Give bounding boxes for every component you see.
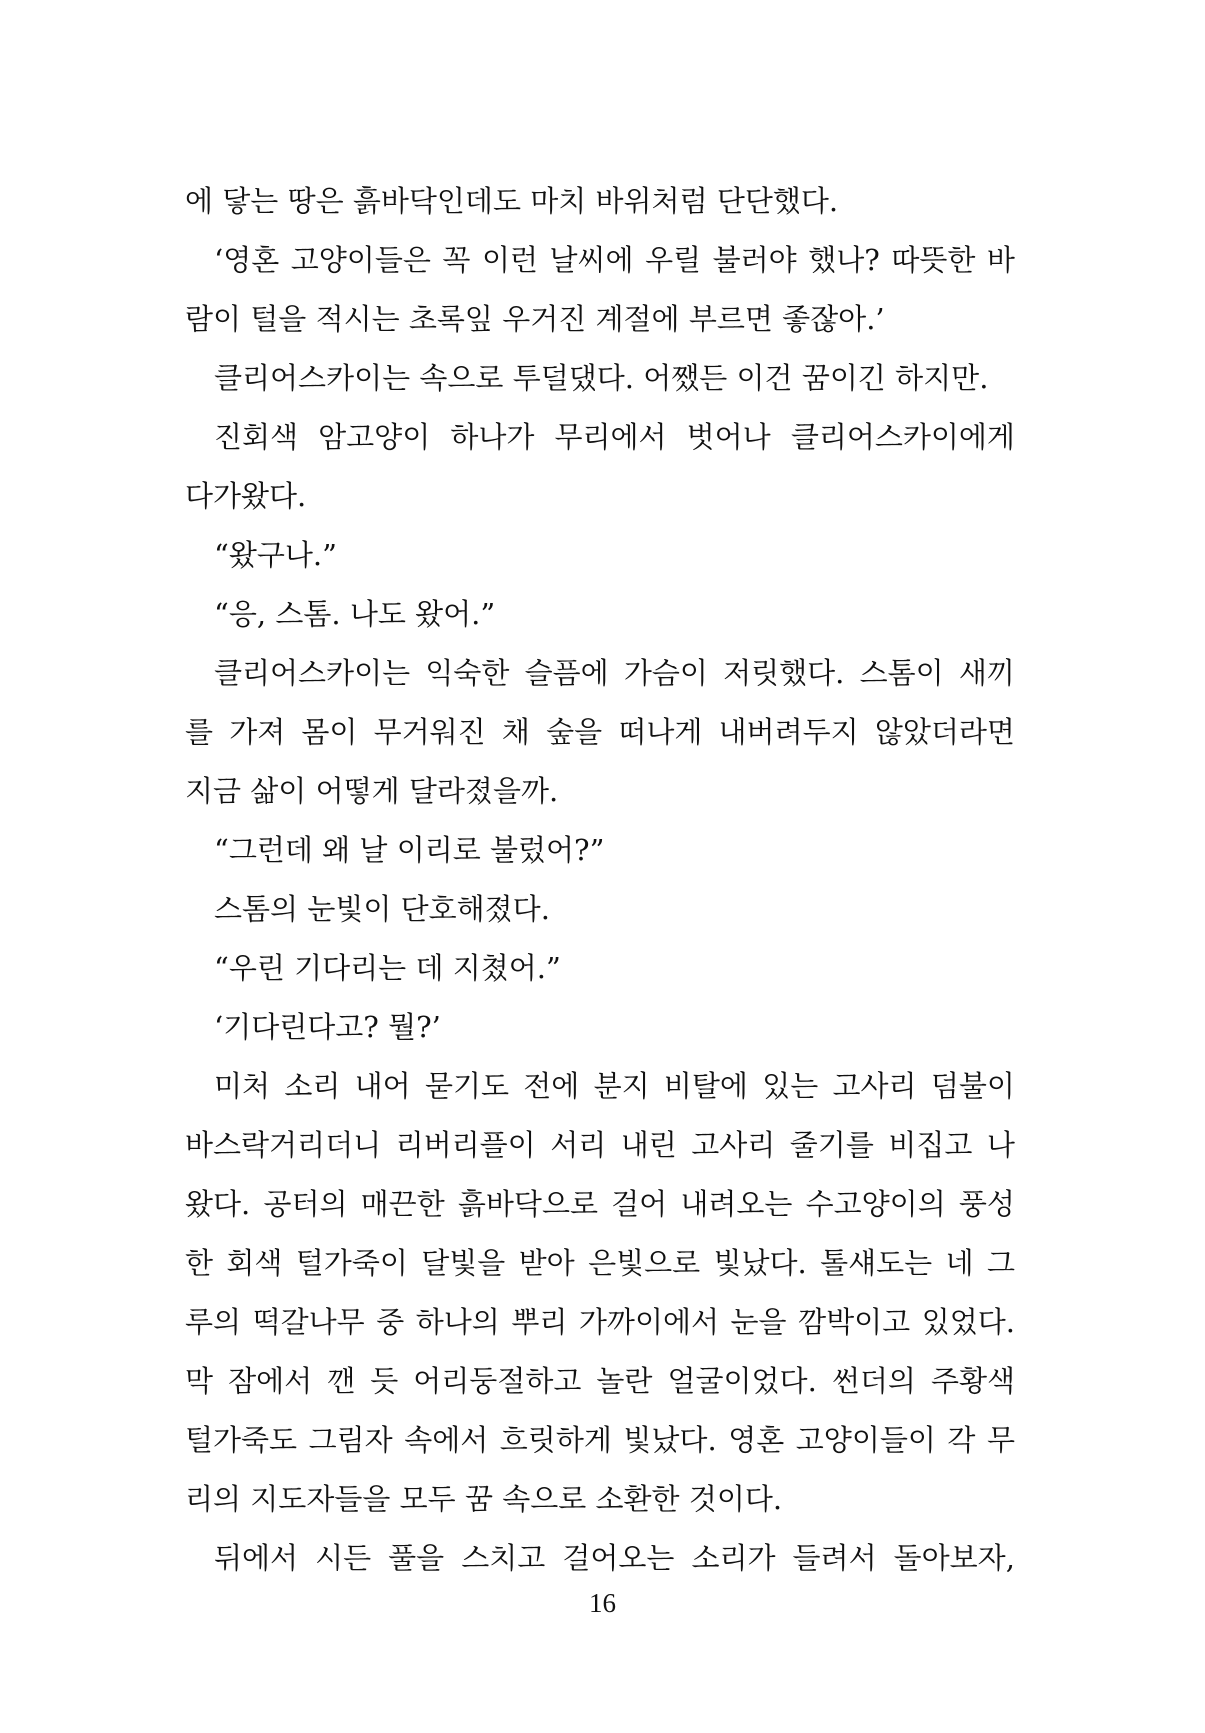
word: 왜	[322, 833, 351, 867]
word: 달라졌을까.	[408, 774, 559, 808]
word: 람이	[185, 302, 242, 336]
word: 하나가	[450, 420, 535, 454]
word: 소리가	[691, 1541, 776, 1575]
word: 소리	[284, 1069, 341, 1103]
word: 모두	[399, 1482, 456, 1516]
word: 에	[185, 184, 214, 218]
word: 를	[185, 715, 214, 749]
word: 가까이에서	[578, 1305, 719, 1339]
word: 은빛으로	[588, 1246, 701, 1280]
word: 가져	[229, 715, 286, 749]
word: 익숙한	[425, 656, 510, 690]
text-line	[185, 821, 1015, 880]
word: 고사리	[691, 1128, 776, 1162]
word: 주황색	[930, 1364, 1015, 1398]
text-line	[185, 1057, 1015, 1116]
word: 슬픔에	[524, 656, 609, 690]
word: 않았더라면	[874, 715, 1015, 749]
word: 뒤에서	[214, 1541, 299, 1575]
text-line	[185, 1116, 1015, 1175]
word: 빛났다.	[623, 1423, 717, 1457]
text-line	[185, 290, 1015, 349]
word: 고사리	[832, 1069, 917, 1103]
word: 무거워진	[373, 715, 486, 749]
word: 눈을	[730, 1305, 787, 1339]
word: 속에서	[404, 1423, 489, 1457]
text-line	[185, 231, 1015, 290]
word: 벗어나	[686, 420, 771, 454]
word: 무리에서	[554, 420, 667, 454]
text-line	[185, 349, 1015, 408]
word: 내버려두지	[718, 715, 859, 749]
word: 미처	[214, 1069, 271, 1103]
text-line	[185, 703, 1015, 762]
word: 바위처럼	[595, 184, 708, 218]
word: 그림자	[308, 1423, 393, 1457]
word: 왔다.	[185, 1187, 251, 1221]
word: 하나의	[415, 1305, 500, 1339]
word: 한	[185, 1246, 214, 1280]
text-line	[185, 408, 1015, 467]
text-line	[185, 526, 1015, 585]
text-line	[185, 1529, 1015, 1588]
word: 진회색	[214, 420, 299, 454]
word: 클리어스카이는	[214, 656, 411, 690]
word: 스톰의	[214, 892, 299, 926]
word: 초록잎	[408, 302, 493, 336]
word: 분지	[593, 1069, 650, 1103]
word: 지쳤어.”	[452, 951, 561, 985]
text-line	[185, 1234, 1015, 1293]
word: 불러야	[712, 243, 797, 277]
word: 고양이들이	[795, 1423, 936, 1457]
word: ‘기다린다고?	[214, 1010, 379, 1044]
word: 어쨌든	[643, 361, 728, 395]
word: 매끈한	[360, 1187, 445, 1221]
text-line	[185, 172, 1015, 231]
word: 어떻게	[315, 774, 400, 808]
word: “응,	[214, 597, 267, 631]
word: 속으로	[502, 1482, 587, 1516]
word: 빛났다.	[713, 1246, 807, 1280]
text-line	[185, 1470, 1015, 1529]
text-line	[185, 467, 1015, 526]
word: 스톰.	[275, 597, 341, 631]
word: 꿈이긴	[801, 361, 886, 395]
word: 우거진	[502, 302, 587, 336]
word: 단호해졌다.	[400, 892, 550, 926]
text-line	[185, 998, 1015, 1057]
word: 것이다.	[688, 1482, 783, 1516]
word: 떠나게	[618, 715, 703, 749]
word: 리버리플이	[395, 1128, 536, 1162]
word: 전에	[523, 1069, 580, 1103]
text-line	[185, 762, 1015, 821]
text-line	[185, 1293, 1015, 1352]
word: 단단했다.	[716, 184, 839, 218]
word: 투덜댔다.	[512, 361, 634, 395]
word: 내려오는	[680, 1187, 793, 1221]
word: 그	[986, 1246, 1015, 1280]
word: 떡갈나무	[252, 1305, 365, 1339]
word: 중	[376, 1305, 405, 1339]
word: 있는	[762, 1069, 819, 1103]
word: 뭘?’	[388, 1010, 441, 1044]
text-line	[185, 880, 1015, 939]
word: 지도자들을	[250, 1482, 391, 1516]
word: 하지만.	[895, 361, 989, 395]
word: 비집고	[888, 1128, 973, 1162]
word: 톨섀도는	[820, 1246, 933, 1280]
word: 서리	[550, 1128, 607, 1162]
word: 네	[945, 1246, 974, 1280]
word: “그런데	[214, 833, 313, 867]
word: 내어	[354, 1069, 411, 1103]
word: 걸어오는	[562, 1541, 675, 1575]
word: 돌아보자,	[893, 1541, 1015, 1575]
word: 뿌리	[511, 1305, 568, 1339]
word: 무	[986, 1423, 1015, 1457]
word: 털가죽이	[295, 1246, 408, 1280]
word: 좋잖아.’	[782, 302, 885, 336]
page-number: 16	[589, 1588, 616, 1618]
word: ‘영혼	[214, 243, 280, 277]
word: 들려서	[792, 1541, 877, 1575]
word: 불렀어?”	[490, 833, 605, 867]
word: 몸이	[301, 715, 358, 749]
word: 계절에	[595, 302, 680, 336]
word: 이건	[736, 361, 793, 395]
word: 내린	[620, 1128, 677, 1162]
word: 받아	[518, 1246, 575, 1280]
text-line	[185, 1411, 1015, 1470]
text-line	[185, 585, 1015, 644]
word: 마치	[530, 184, 587, 218]
word: 스톰이	[859, 656, 944, 690]
word: 바스락거리더니	[185, 1128, 382, 1162]
word: “왔구나.”	[214, 538, 337, 572]
word: 묻기도	[424, 1069, 509, 1103]
word: 닿는	[222, 184, 279, 218]
word: 영혼	[728, 1423, 785, 1457]
word: 따뜻한	[891, 243, 976, 277]
word: 루의	[185, 1305, 242, 1339]
word: 비탈에	[663, 1069, 748, 1103]
word: “우린	[214, 951, 285, 985]
word: 우릴	[645, 243, 702, 277]
word: 지금	[185, 774, 242, 808]
word: 얼굴이었다.	[667, 1364, 817, 1398]
word: 클리어스카이에게	[790, 420, 1015, 454]
word: 어리둥절하고	[413, 1364, 582, 1398]
word: 이리로	[396, 833, 481, 867]
word: 수고양이의	[805, 1187, 946, 1221]
word: 털가죽도	[185, 1423, 298, 1457]
word: 눈빛이	[307, 892, 392, 926]
word: 왔어.”	[415, 597, 496, 631]
word: 적시는	[315, 302, 400, 336]
word: 채	[501, 715, 530, 749]
word: 꿈	[464, 1482, 493, 1516]
text-line	[185, 1352, 1015, 1411]
text-line	[185, 1175, 1015, 1234]
text-line	[185, 939, 1015, 998]
word: 썬더의	[831, 1364, 916, 1398]
word: 달빛을	[421, 1246, 506, 1280]
text-line	[185, 644, 1015, 703]
word: 나도	[349, 597, 406, 631]
word: 줄기를	[789, 1128, 874, 1162]
word: 기다리는	[294, 951, 407, 985]
word: 데	[415, 951, 444, 985]
body-text	[185, 172, 1015, 1588]
word: 있었다.	[921, 1305, 1015, 1339]
word: 소환한	[595, 1482, 680, 1516]
word: 암고양이	[318, 420, 431, 454]
word: 놀란	[596, 1364, 653, 1398]
word: 날씨에	[549, 243, 634, 277]
word: 바	[986, 243, 1015, 277]
word: 삶이	[250, 774, 307, 808]
word: 듯	[370, 1364, 399, 1398]
word: 리의	[185, 1482, 242, 1516]
word: 풀을	[388, 1541, 445, 1575]
word: 부르면	[688, 302, 773, 336]
word: 가슴이	[623, 656, 708, 690]
word: 흙바닥으로	[457, 1187, 598, 1221]
word: 각	[947, 1423, 976, 1457]
word: 클리어스카이는	[214, 361, 411, 395]
word: 걸어	[611, 1187, 668, 1221]
word: 꼭	[442, 243, 471, 277]
word: 털을	[250, 302, 307, 336]
word: 땅은	[287, 184, 344, 218]
word: 막	[185, 1364, 214, 1398]
word: 나	[986, 1128, 1015, 1162]
word: 잠에서	[228, 1364, 313, 1398]
word: 덤불이	[930, 1069, 1015, 1103]
word: 풍성	[958, 1187, 1015, 1221]
word: 시든	[315, 1541, 372, 1575]
word: 고양이들은	[290, 243, 431, 277]
word: 숲을	[546, 715, 603, 749]
word: 스치고	[461, 1541, 546, 1575]
word: 했나?	[808, 243, 880, 277]
word: 저릿했다.	[723, 656, 845, 690]
word: 이런	[481, 243, 538, 277]
word: 흐릿하게	[499, 1423, 612, 1457]
word: 깜박이고	[798, 1305, 911, 1339]
word: 속으로	[419, 361, 504, 395]
word: 날	[359, 833, 388, 867]
word: 공터의	[263, 1187, 348, 1221]
word: 다가왔다.	[185, 479, 307, 513]
word: 흙바닥인데도	[352, 184, 521, 218]
word: 새끼	[958, 656, 1015, 690]
word: 깬	[327, 1364, 356, 1398]
word: 회색	[226, 1246, 283, 1280]
